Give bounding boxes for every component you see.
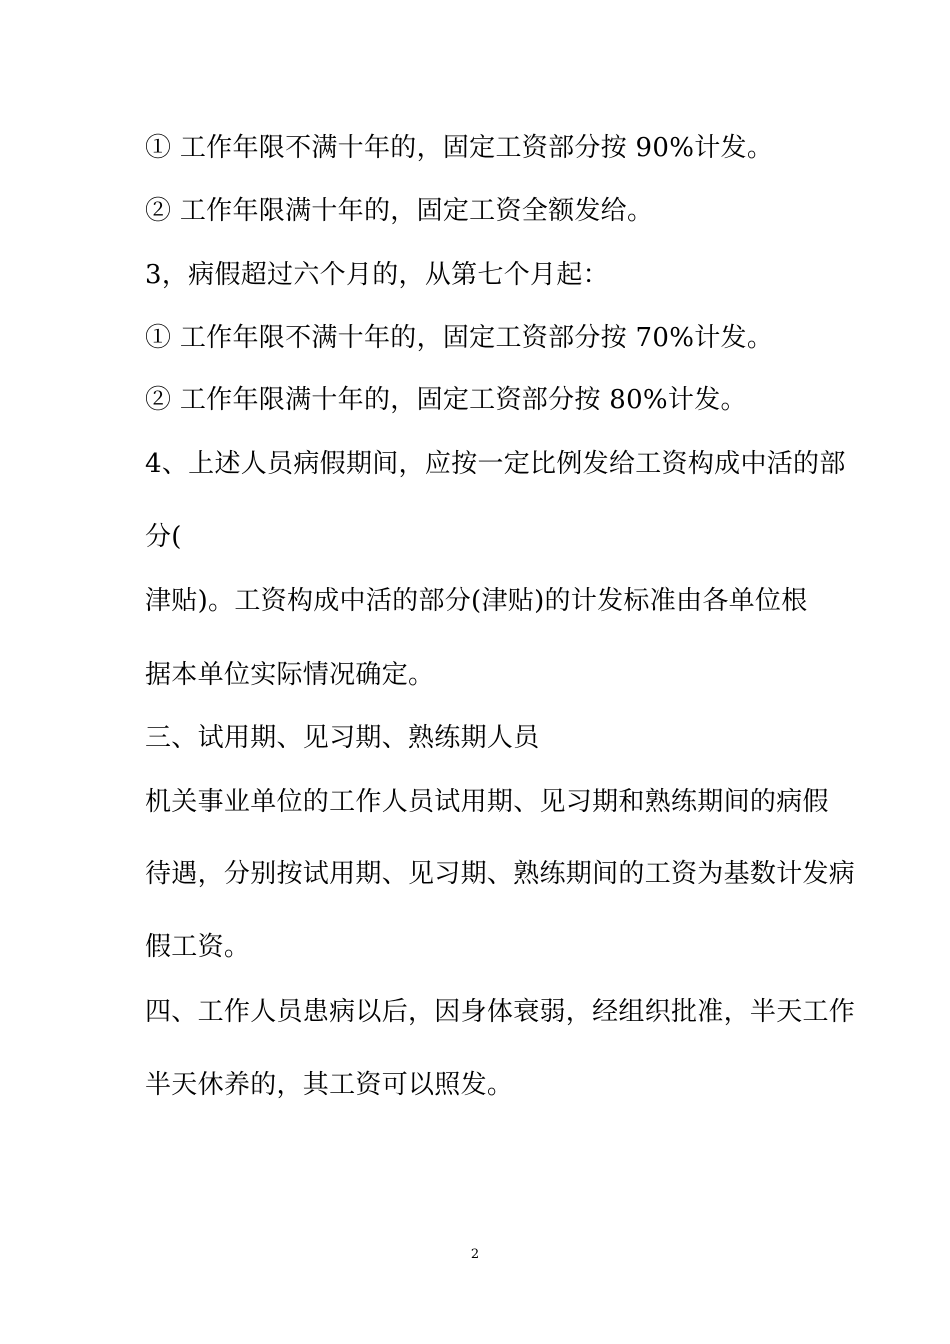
section-heading: 三、试用期、见习期、熟练期人员 <box>145 723 540 753</box>
paragraph-line: 半天休养的，其工资可以照发。 <box>145 1070 514 1100</box>
page-number: 2 <box>470 1247 480 1262</box>
paragraph-line: ① 工作年限不满十年的，固定工资部分按 70%计发。 <box>145 323 774 353</box>
paragraph-line: ① 工作年限不满十年的，固定工资部分按 90%计发。 <box>145 133 774 163</box>
paragraph-line: 津贴)。工资构成中活的部分(津贴)的计发标准由各单位根 <box>145 586 808 616</box>
paragraph-line: 机关事业单位的工作人员试用期、见习期和熟练期间的病假 <box>145 787 829 817</box>
paragraph-line: 四、工作人员患病以后，因身体衰弱，经组织批准，半天工作 <box>145 997 856 1027</box>
paragraph-line: 分( <box>145 522 182 552</box>
paragraph-line: 4、上述人员病假期间，应按一定比例发给工资构成中活的部 <box>145 449 846 479</box>
paragraph-line: 据本单位实际情况确定。 <box>145 660 435 690</box>
paragraph-line: 假工资。 <box>145 932 251 962</box>
paragraph-line: ② 工作年限满十年的，固定工资全额发给。 <box>145 196 654 226</box>
paragraph-line: 待遇，分别按试用期、见习期、熟练期间的工资为基数计发病 <box>145 859 856 889</box>
paragraph-line: ② 工作年限满十年的，固定工资部分按 80%计发。 <box>145 385 747 415</box>
paragraph-line: 3，病假超过六个月的，从第七个月起： <box>145 260 609 290</box>
